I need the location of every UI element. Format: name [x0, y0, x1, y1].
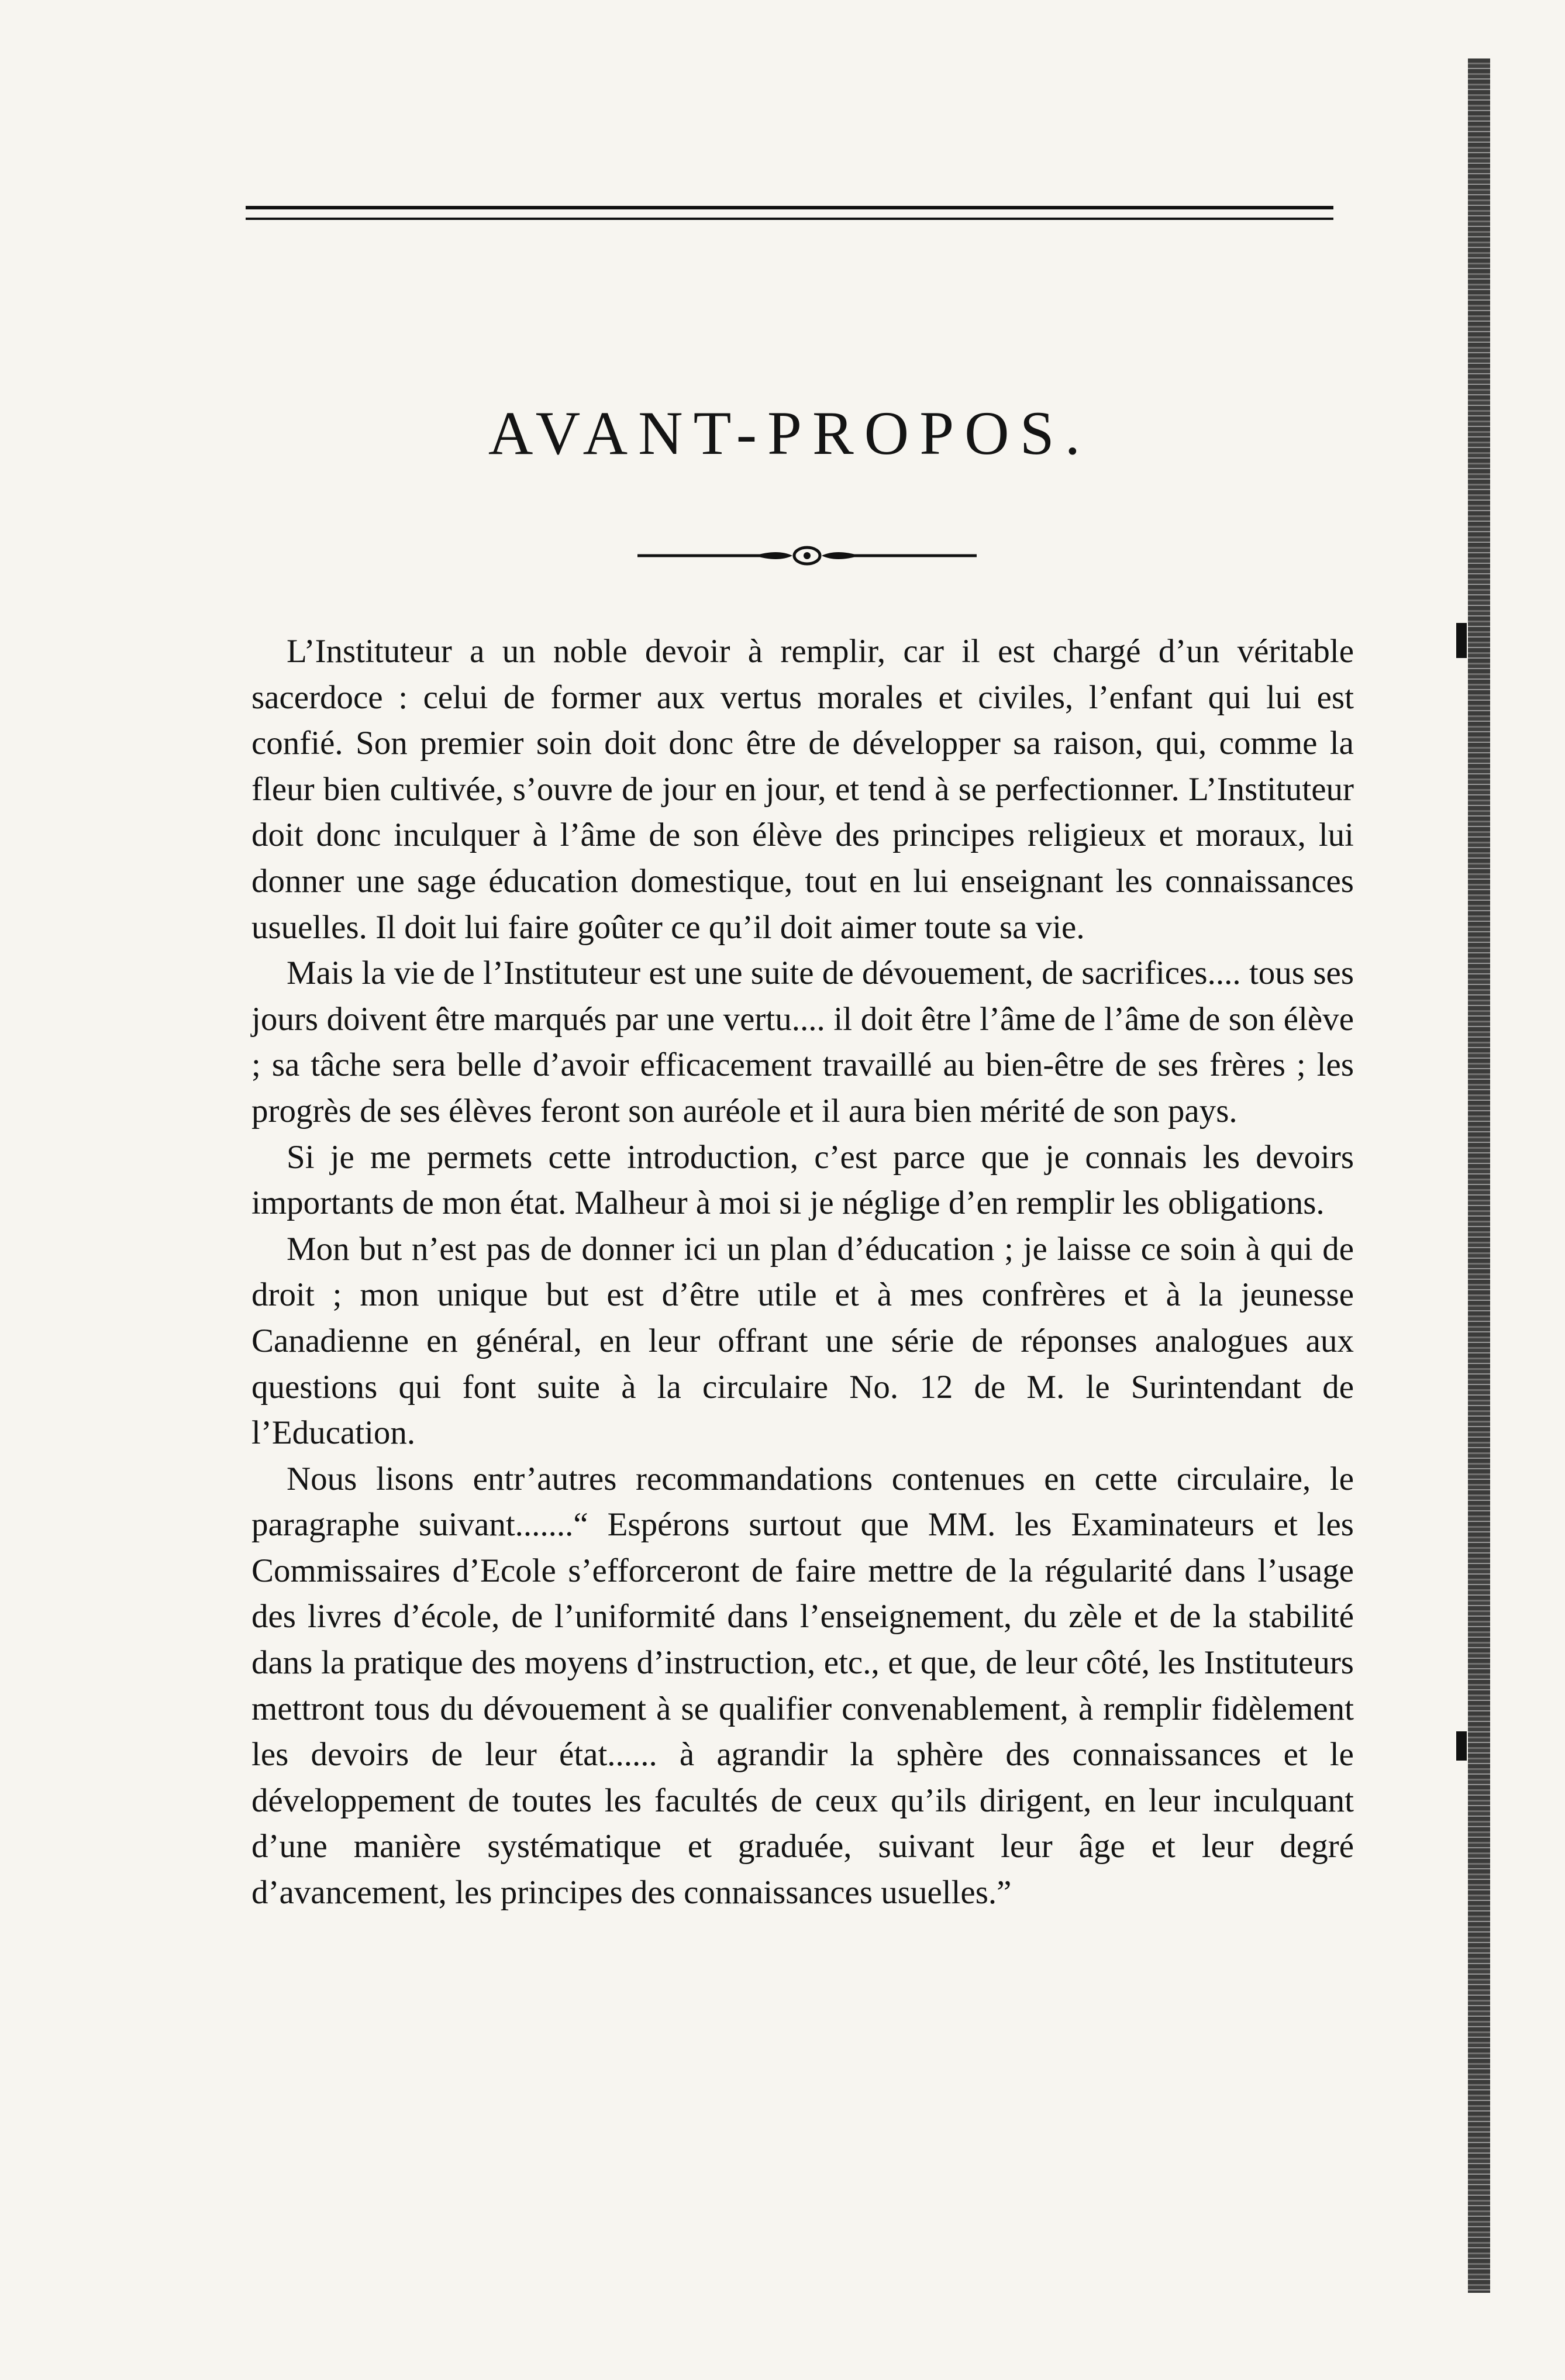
- body-text: [251, 629, 1354, 1916]
- book-spine-edge: [1468, 58, 1490, 2293]
- header-rule-thin: [246, 218, 1333, 220]
- paragraph-5: Nous lisons entr’autres recommandations contenues en cette circulaire, le paragraphe suivant.......“ Espérons surtout que MM. les Examinateurs et les Commissaires d’Ecole s’efforceront de faire mettre de la régularité dans l’usage des livres d’école, de l’uniformité dans l’enseignement, du zèle et de la stabilité dans la pratique des moyens d’instruction, etc., et que, de leur côté, les Instituteurs mettront tous du dévouement à se qualifier convenablement, à remplir fidèlement les devoirs de leur état...... à agrandir la sphère des connaissances et le développement de toutes les facultés de ceux qu’ils dirigent, en leur inculquant d’une manière systématique et graduée, suivant leur âge et leur degré d’avancement, les principes des connaissances usuelles.”: [251, 1460, 1354, 1911]
- edge-mark-lower: [1456, 1731, 1467, 1761]
- ornament-divider: [637, 538, 977, 573]
- page-title: AVANT-PROPOS.: [488, 399, 1091, 467]
- paragraph-1: L’Instituteur a un noble devoir à remplir, car il est chargé d’un véritable sacerdoce : celui de former aux vertus morales et civiles, l’enfant qui lui est confié. Son premier soin doit donc être de développer sa raison, qui, comme la fleur bien cultivée, s’ouvre de jour en jour, et tend à se perfectionner. L’Instituteur doit donc inculquer à l’âme de son élève des principes religieux et moraux, lui donner une sage éducation domestique, tout en lui enseignant les connaissances usuelles. Il doit lui faire goûter ce qu’il doit aimer toute sa vie.: [251, 633, 1354, 946]
- edge-mark-upper: [1456, 623, 1467, 658]
- header-rule-thick: [246, 206, 1333, 209]
- paragraph-3: Si je me permets cette introduction, c’est parce que je connais les devoirs importants de mon état. Malheur à moi si je néglige d’en remplir les obligations.: [251, 1138, 1354, 1222]
- paragraph-4: Mon but n’est pas de donner ici un plan d’éducation ; je laisse ce soin à qui de droit ; mon unique but est d’être utile et à mes confrères et à la jeunesse Canadienne en général, en leur offrant une série de réponses analogues aux questions qui font suite à la circulaire No. 12 de M. le Surintendant de l’Education.: [251, 1230, 1354, 1452]
- paragraph-2: Mais la vie de l’Instituteur est une suite de dévouement, de sacrifices.... tous ses jours doivent être marqués par une vertu.... il doit être l’âme de l’âme de son élève ; sa tâche sera belle d’avoir efficacement travaillé au bien-être de ses frères ; les progrès de ses élèves feront son auréole et il aura bien mérité de son pays.: [251, 955, 1354, 1129]
